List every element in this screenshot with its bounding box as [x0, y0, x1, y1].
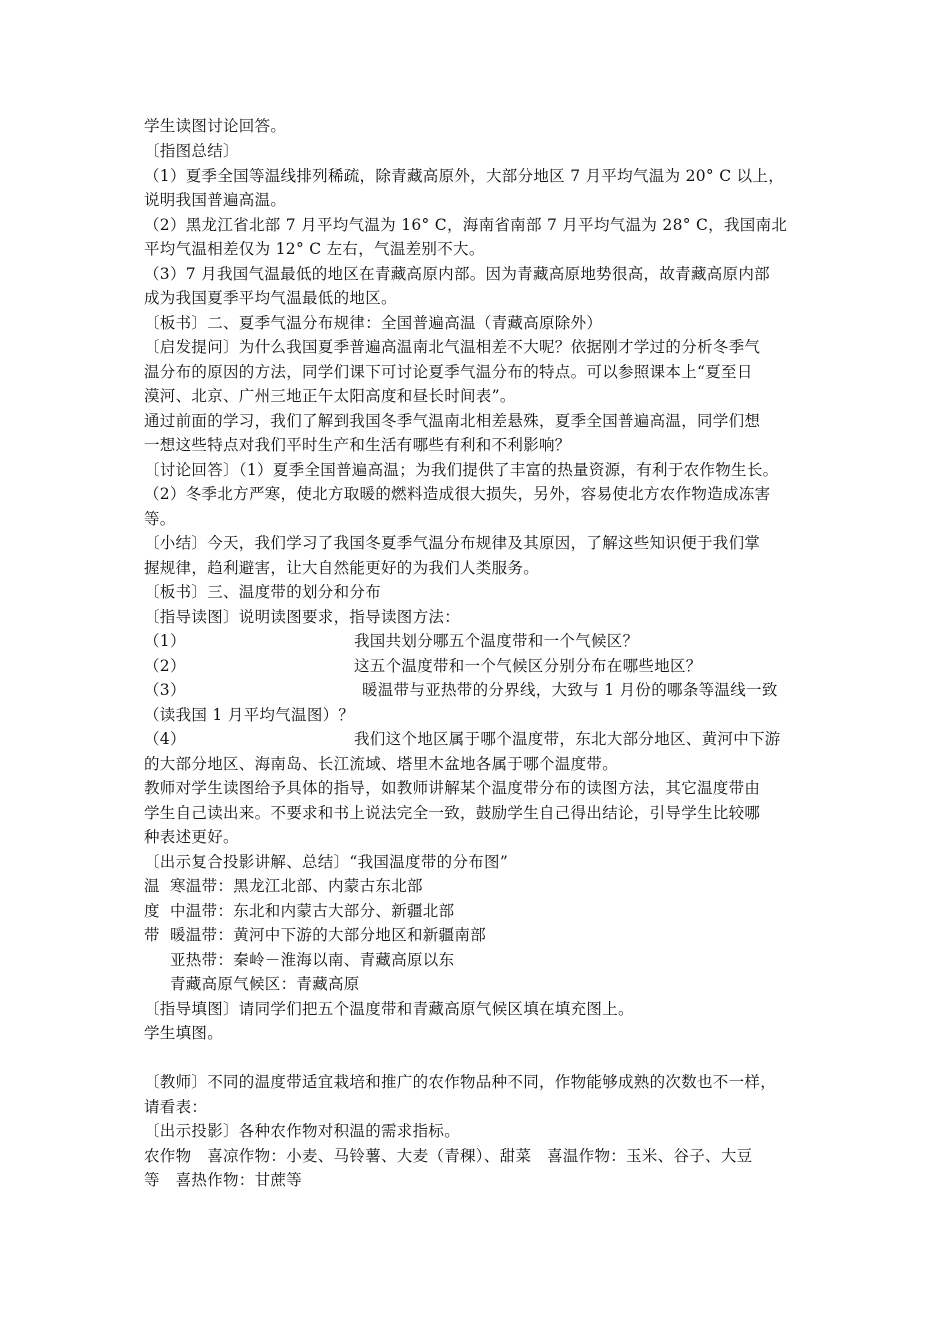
text-line: 〔指图总结〕 [144, 142, 239, 160]
zone-name: 寒温带：黑龙江北部、内蒙古东北部 [170, 877, 423, 895]
text-line: 温分布的原因的方法，同学们课下可讨论夏季气温分布的特点。可以参照课本上“夏至日 [144, 363, 753, 381]
text-line: 教师对学生读图给予具体的指导，如教师讲解某个温度带分布的读图方法，其它温度带由 [144, 779, 761, 797]
zone-side-label: 温 [144, 877, 160, 895]
question-text: 我国共划分哪五个温度带和一个气候区？ [354, 632, 639, 650]
question-number: （3） [144, 681, 186, 699]
text-line: 平均气温相差仅为 12° C 左右，气温差别不大。 [144, 240, 485, 258]
zone-name: 青藏高原气候区：青藏高原 [170, 975, 360, 993]
question-number: （1） [144, 632, 186, 650]
text-line: 成为我国夏季平均气温最低的地区。 [144, 289, 397, 307]
zone-name: 亚热带：秦岭－淮海以南、青藏高原以东 [170, 951, 455, 969]
zone-side-label: 带 [144, 926, 160, 944]
text-line: （2）黑龙江省北部 7 月平均气温为 16° C，海南省南部 7 月平均气温为 28° C，我国南北 [144, 216, 788, 234]
text-line: 说明我国普遍高温。 [144, 191, 287, 209]
text-line: 〔出示复合投影讲解、总结〕“我国温度带的分布图” [144, 853, 509, 871]
text-line: 学生读图讨论回答。 [144, 117, 287, 135]
text-line: 〔板书〕三、温度带的划分和分布 [144, 583, 382, 601]
text-line: 〔指导填图〕请同学们把五个温度带和青藏高原气候区填在填充图上。 [144, 1000, 634, 1018]
question-number: （4） [144, 730, 186, 748]
zone-name: 中温带：东北和内蒙古大部分、新疆北部 [170, 902, 455, 920]
text-line: 等。 [144, 510, 176, 528]
text-line: 学生填图。 [144, 1024, 224, 1042]
question-text: 的大部分地区、海南岛、长江流域、塔里木盆地各属于哪个温度带。 [144, 755, 619, 773]
text-line: 〔小结〕今天，我们学习了我国冬夏季气温分布规律及其原因，了解这些知识便于我们掌 [144, 534, 761, 552]
text-line: 漠河、北京、广州三地正午太阳高度和昼长时间表”。 [144, 387, 516, 405]
text-line: 通过前面的学习，我们了解到我国冬季气温南北相差悬殊，夏季全国普遍高温，同学们想 [144, 412, 761, 430]
text-line: 〔板书〕二、夏季气温分布规律：全国普遍高温（青藏高原除外） [144, 314, 603, 332]
text-line: 等 喜热作物：甘蔗等 [144, 1171, 303, 1189]
text-line: （1）夏季全国等温线排列稀疏，除青藏高原外，大部分地区 7 月平均气温为 20° C 以上， [144, 167, 784, 185]
text-line: 学生自己读出来。不要求和书上说法完全一致，鼓励学生自己得出结论，引导学生比较哪 [144, 804, 761, 822]
text-line: （2）冬季北方严寒，使北方取暖的燃料造成很大损失，另外，容易使北方农作物造成冻害 [144, 485, 771, 503]
text-line: 〔讨论回答〕（1）夏季全国普遍高温；为我们提供了丰富的热量资源，有利于农作物生长。 [144, 461, 779, 479]
text-line: 握规律，趋利避害，让大自然能更好的为我们人类服务。 [144, 559, 540, 577]
text-line: 请看表： [144, 1098, 208, 1116]
text-line: 种表述更好。 [144, 828, 239, 846]
question-text: （读我国 1 月平均气温图）？ [144, 706, 355, 724]
question-number: （2） [144, 657, 186, 675]
text-line: （3）7 月我国气温最低的地区在青藏高原内部。因为青藏高原地势很高，故青藏高原内部 [144, 265, 770, 283]
zone-name: 暖温带：黄河中下游的大部分地区和新疆南部 [170, 926, 487, 944]
question-text: 这五个温度带和一个气候区分别分布在哪些地区？ [354, 657, 702, 675]
text-line: 〔出示投影〕各种农作物对积温的需求指标。 [144, 1122, 461, 1140]
text-line: 〔启发提问〕为什么我国夏季普遍高温南北气温相差不大呢？依据刚才学过的分析冬季气 [144, 338, 761, 356]
question-text: 暖温带与亚热带的分界线，大致与 1 月份的哪条等温线一致 [362, 681, 778, 699]
text-line: 〔教师〕不同的温度带适宜栽培和推广的农作物品种不同，作物能够成熟的次数也不一样， [144, 1073, 777, 1091]
text-line: 〔指导读图〕说明读图要求，指导读图方法： [144, 608, 461, 626]
text-line: 农作物 喜凉作物：小麦、马铃薯、大麦（青稞）、甜菜 喜温作物：玉米、谷子、大豆 [144, 1147, 753, 1165]
text-line: 一想这些特点对我们平时生产和生活有哪些有利和不利影响？ [144, 436, 571, 454]
question-text: 我们这个地区属于哪个温度带，东北大部分地区、黄河中下游 [354, 730, 781, 748]
zone-side-label: 度 [144, 902, 160, 920]
